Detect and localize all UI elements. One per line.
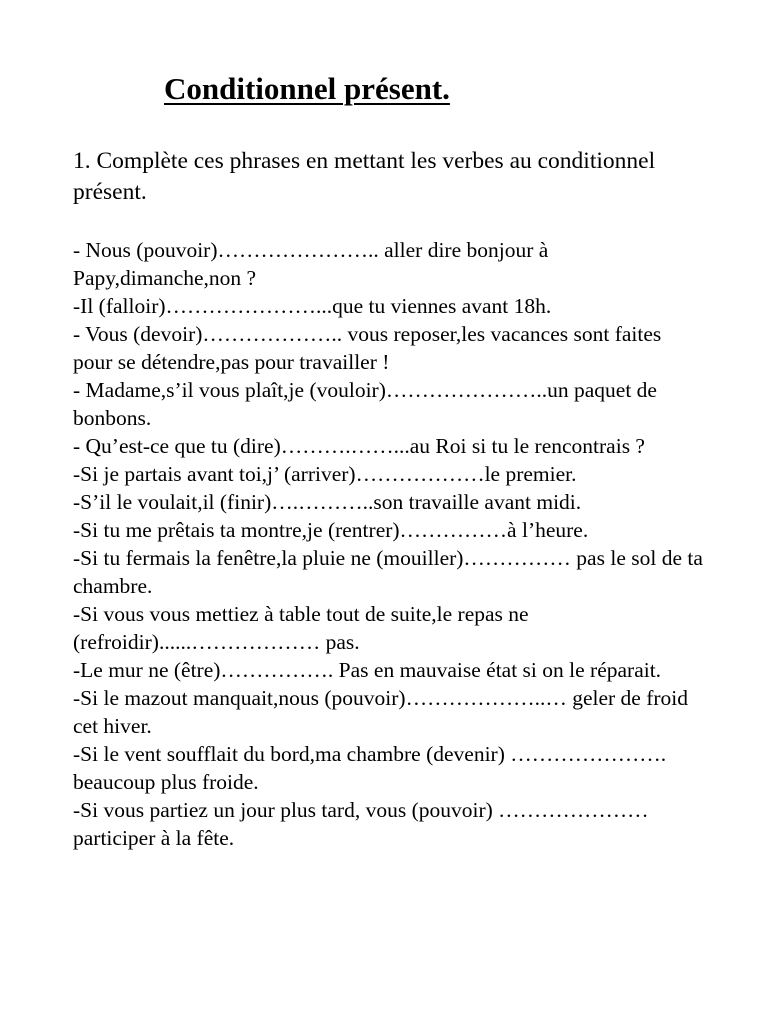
exercise-sentence: -Si tu me prêtais ta montre,je (rentrer)……………à l’heure.	[73, 518, 589, 542]
page-title: Conditionnel présent.	[164, 71, 450, 106]
exercise-sentence: -Si je partais avant toi,j’ (arriver)………………le premier.	[73, 462, 577, 486]
exercise-sentence: -Si vous partiez un jour plus tard, vous (pouvoir) ………………… participer à la fête.	[73, 798, 649, 850]
exercise-sentence: - Vous (devoir)……………….. vous reposer,les vacances sont faites pour se détendre,pas pour travailler !	[73, 322, 662, 374]
exercise-sentence: -Si le vent soufflait du bord,ma chambre (devenir) …………………. beaucoup plus froide.	[73, 742, 667, 794]
exercise-sentence: -Le mur ne (être)……………. Pas en mauvaise état si on le réparait.	[73, 658, 662, 682]
exercise-sentence: -Si vous vous mettiez à table tout de suite,le repas ne (refroidir)......……………… pas.	[73, 602, 529, 654]
exercise-sentence: - Nous (pouvoir)………………….. aller dire bonjour à Papy,dimanche,non ?	[73, 238, 549, 290]
exercise-sentence: -S’il le voulait,il (finir)….………..son travaille avant midi.	[73, 490, 582, 514]
exercise-sentence: -Si le mazout manquait,nous (pouvoir)………………..… geler de froid cet hiver.	[73, 686, 689, 738]
exercise-sentence: - Madame,s’il vous plaît,je (vouloir)…………………..un paquet de bonbons.	[73, 378, 657, 430]
exercise-sentence-list	[73, 236, 703, 852]
exercise-instruction: 1. Complète ces phrases en mettant les verbes au conditionnel présent.	[73, 148, 656, 205]
exercise-sentence: -Il (falloir)…………………...que tu viennes avant 18h.	[73, 294, 552, 318]
exercise-sentence: - Qu’est-ce que tu (dire)……….……...au Roi si tu le rencontrais ?	[73, 434, 645, 458]
exercise-sentence: -Si tu fermais la fenêtre,la pluie ne (mouiller)…………… pas le sol de ta chambre.	[73, 546, 703, 598]
